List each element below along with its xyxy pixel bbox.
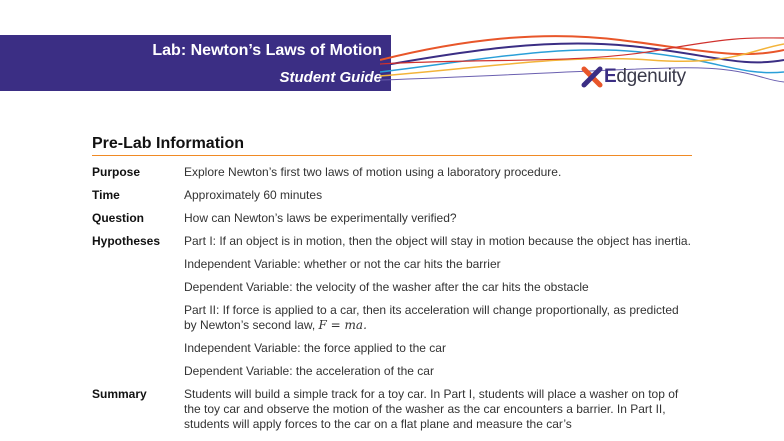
row-question [92, 211, 692, 234]
edgenuity-logo [581, 66, 686, 88]
row-purpose [92, 165, 692, 188]
formula: F = ma. [318, 318, 367, 332]
row-value: Explore Newton’s first two laws of motion using a laboratory procedure. [184, 165, 562, 179]
document-title: Lab: Newton’s Laws of Motion [152, 42, 382, 59]
hypothesis-part2: Part II: If force is applied to a car, then its acceleration will change proportionally, as predicted by Newton’s second law, F = ma. [184, 303, 679, 332]
row-hypotheses [92, 234, 692, 387]
logo-wordmark: Edgenuity [604, 66, 686, 87]
row-label: Summary [92, 387, 147, 401]
title-banner [0, 35, 391, 91]
row-summary [92, 387, 692, 440]
section-title: Pre-Lab Information [92, 135, 245, 152]
row-value: Approximately 60 minutes [184, 188, 323, 202]
document-subtitle: Student Guide [279, 69, 382, 86]
hypothesis-part1: Part I: If an object is in motion, then the object will stay in motion because the object has inertia. [184, 234, 691, 248]
section-divider [92, 155, 692, 156]
decorative-waves [380, 20, 784, 100]
edgenuity-x-icon [581, 66, 603, 88]
row-value: Students will build a simple track for a toy car. In Part I, students will place a washer on top of the toy car and observe the motion of the washer as the car encounters a barrier. In Part II, students will apply forces to the car on a flat plane and measure the car’s [184, 387, 679, 431]
row-label: Hypotheses [92, 234, 161, 248]
info-table [92, 165, 692, 440]
row-value: How can Newton’s laws be experimentally verified? [184, 211, 457, 225]
independent-variable-2: Independent Variable: the force applied to the car [184, 341, 446, 355]
dependent-variable-2: Dependent Variable: the acceleration of the car [184, 364, 434, 378]
row-label: Question [92, 211, 145, 225]
independent-variable-1: Independent Variable: whether or not the car hits the barrier [184, 257, 501, 271]
row-label: Time [92, 188, 120, 202]
dependent-variable-1: Dependent Variable: the velocity of the washer after the car hits the obstacle [184, 280, 589, 294]
row-time [92, 188, 692, 211]
row-label: Purpose [92, 165, 141, 179]
